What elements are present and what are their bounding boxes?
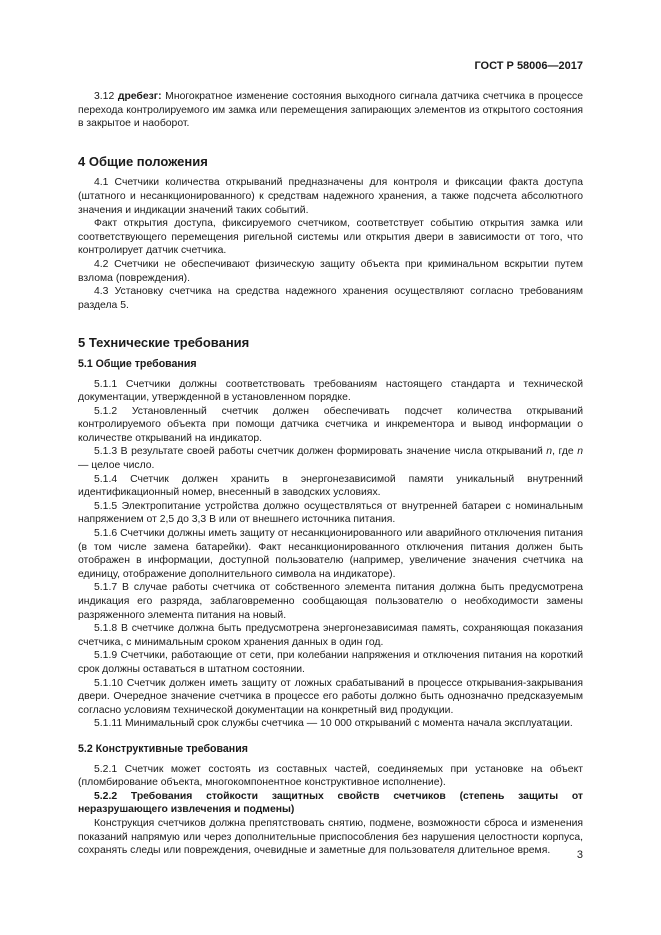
term-number: 3.12 — [94, 91, 115, 102]
term-3-12 — [78, 90, 583, 131]
paragraph-5-1-1: 5.1.1 Счетчики должны соответствовать требованиям настоящего стандарта и технической документации, утвержденной в установленном порядке. — [78, 378, 583, 404]
paragraph-5-2-1: 5.2.1 Счетчик может состоять из составных частей, соединяемых при установке на объект (пломбирование объекта, многокомпонентное конструктивное исполнение). — [78, 763, 583, 789]
paragraph-5-1-6: 5.1.6 Счетчики должны иметь защиту от несанкционированного или аварийного отключения питания (в том числе замена батарейки). Факт несанкционированного отключения питания должен быть отображен в информации, доступной пользователю (например, увеличение значения счетчика на единицу, отображение дополнительного символа на индикаторе). — [78, 528, 583, 580]
paragraph-5-1-9: 5.1.9 Счетчики, работающие от сети, при колебании напряжения и отключения питания на короткий срок должны оставаться в штатном состоянии. — [78, 650, 583, 675]
paragraph-4-3: 4.3 Установку счетчика на средства надежного хранения осуществляют согласно требованиям раздела 5. — [78, 286, 583, 311]
section-4-title: 4 Общие положения — [78, 153, 208, 169]
paragraph-5-1-7: 5.1.7 В случае работы счетчика от собственного элемента питания должна быть предусмотрена индикация его разряда, заблаговременно сообщающая пользователю о необходимости замены разряженного элемента питания на новый. — [78, 582, 583, 621]
paragraph-5-1-4: 5.1.4 Счетчик должен хранить в энергонезависимой памяти уникальный внутренний идентификационный номер, внесенный в заводских условиях. — [78, 473, 583, 499]
standard-code-header: ГОСТ Р 58006—2017 — [474, 60, 583, 72]
term-definition: Многократное изменение состояния выходного сигнала датчика счетчика в процессе перехода контролируемого им замка или перемещения запирающих элементов из открытого состояния в закрытое и наоборот. — [78, 91, 584, 130]
paragraph-4-1-cont: Факт открытия доступа, фиксируемого счетчиком, соответствует событию открытия замка или соответствующего перемещения ригельной системы или открытия двери в зависимости от того, что контролирует датчик счетчика. — [78, 218, 583, 257]
paragraph-5-2-2-title: 5.2.2 Требования стойкости защитных свойств счетчиков (степень защиты от неразрушающего извлечения и подмены) — [78, 790, 583, 816]
term-word: дребезг: — [117, 91, 162, 102]
subsection-5-1-title: 5.1 Общие требования — [78, 357, 197, 370]
paragraph-5-1-11: 5.1.11 Минимальный срок службы счетчика — 10 000 открываний с момента начала эксплуатации. — [94, 718, 573, 730]
paragraph-5-1-5: 5.1.5 Электропитание устройства должно осуществляться от внутренней батареи с номинальным напряжением от 2,5 до 3,3 В или от внешнего источника питания. — [78, 500, 583, 526]
page-content — [78, 90, 583, 858]
paragraph-5-2-2-body: Конструкция счетчиков должна препятствовать снятию, подмене, возможности сброса и изменения показаний напрямую или через дополнительные приспособления без нарушения целостности корпуса, сохранять следы или повреждения, очевидные и заметные для пользователя длительное время. — [78, 817, 583, 857]
paragraph-5-1-2: 5.1.2 Установленный счетчик должен обеспечивать подсчет количества открываний контролируемого объекта при помощи датчика счетчика и инкрементора и вывод информации о количестве открываний на индикатор. — [78, 405, 583, 444]
paragraph-5-1-8: 5.1.8 В счетчике должна быть предусмотрена энергонезависимая память, сохраняющая показания счетчика, с минимальным сроком хранения данных в один год. — [78, 623, 583, 648]
paragraph-4-2: 4.2 Счетчики не обеспечивают физическую защиту объекта при криминальном вскрытии путем взлома (повреждения). — [78, 258, 583, 284]
page-number: 3 — [576, 849, 583, 862]
paragraph-4-1: 4.1 Счетчики количества открываний предназначены для контроля и фиксации факта доступа (штатного и несанкционированного) к средствам надежного хранения, а также подсчета абсолютного значения и индикации значений таких событий. — [78, 177, 583, 216]
paragraph-5-1-10: 5.1.10 Счетчик должен иметь защиту от ложных срабатываний в процессе открывания-закрывания двери. Очередное значение счетчика в процессе его работы должно быть однозначно предсказуемым согласно условиям технической документации на конкретный вид продукции. — [78, 677, 583, 716]
section-5-title: 5 Технические требования — [78, 335, 250, 351]
subsection-5-2-title: 5.2 Конструктивные требования — [78, 742, 248, 755]
paragraph-5-1-3: 5.1.3 В результате своей работы счетчик должен формировать значение числа открываний n, где n — целое число. — [78, 446, 584, 472]
